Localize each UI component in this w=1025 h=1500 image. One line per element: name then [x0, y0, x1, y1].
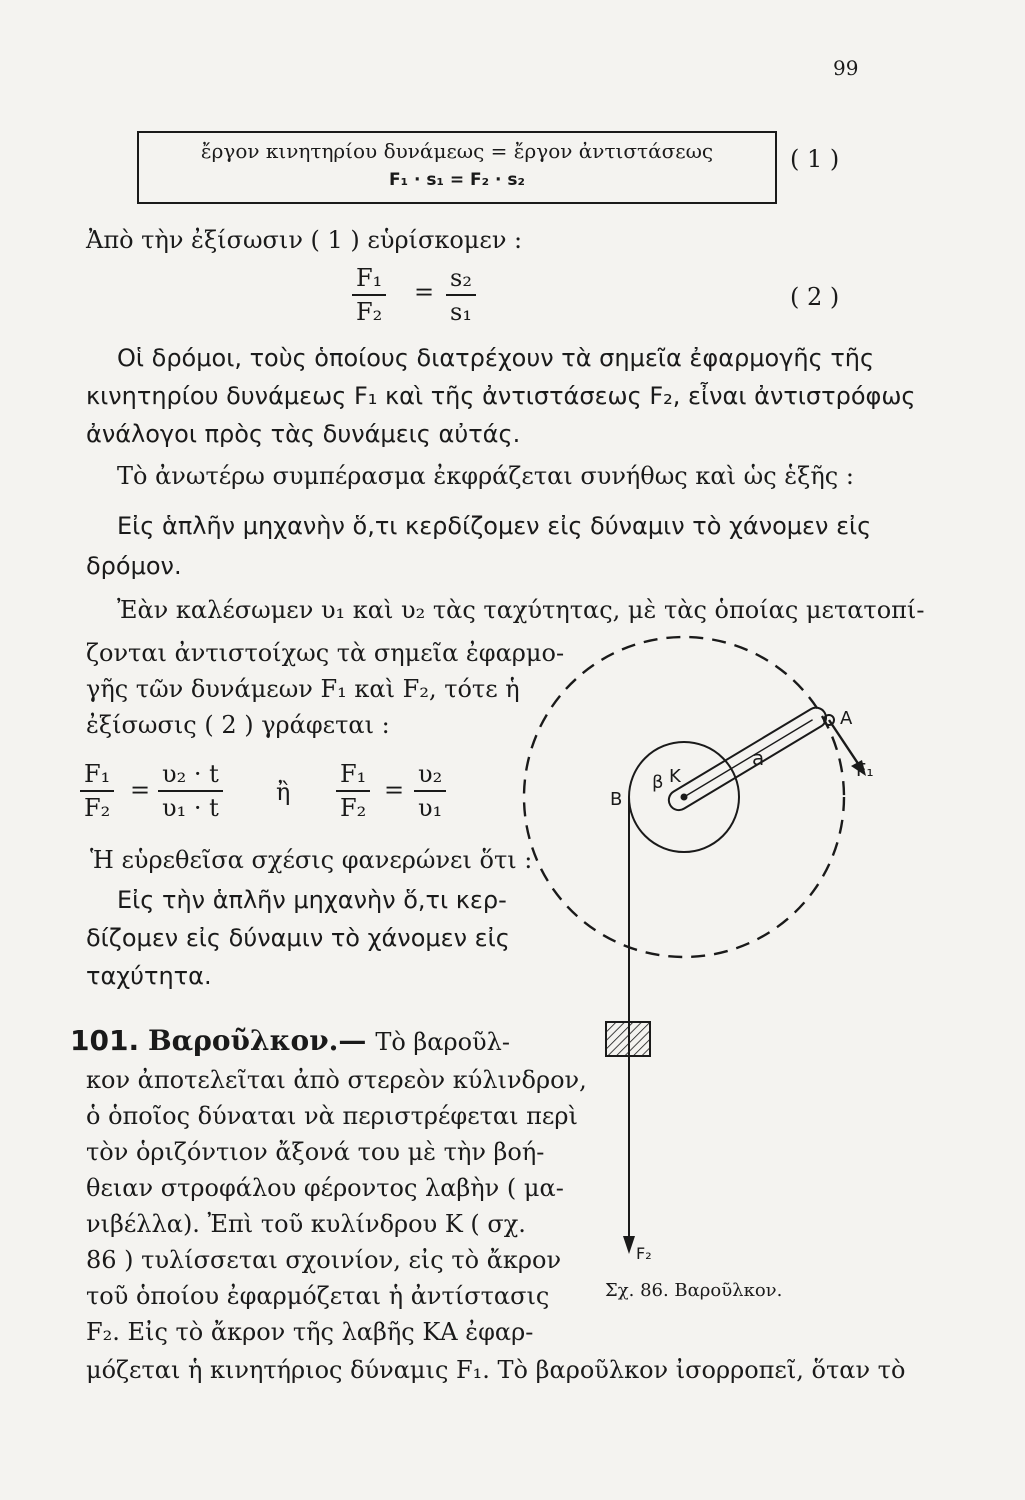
label-force-f2: F₂ [636, 1244, 652, 1263]
figure-caption: Σχ. 86. Βαροῦλκον. [605, 1280, 783, 1301]
section-line-0: Τὸ βαροῦλ- [375, 1028, 510, 1056]
label-center-k: K [669, 766, 681, 787]
force-f2-arrowhead [623, 1236, 635, 1254]
para1-line1: Οἱ δρόμοι, τοὺς ὁποίους διατρέχουν τὰ σημεῖα ἐφαρμογῆς τῆς [117, 344, 875, 372]
para6-line1: Εἰς τὴν ἁπλῆν μηχανὴν ὅ,τι κερ- [117, 886, 507, 914]
section-line-3: τὸν ὁριζόντιον ἄξονά του μὲ τὴν βοή- [86, 1138, 545, 1166]
eq3-a-numerator: F₁ [84, 760, 111, 788]
eq2-equals: = [414, 278, 435, 306]
section-line-7: τοῦ ὁποίου ἐφαρμόζεται ἡ ἀντίστασις [86, 1282, 550, 1310]
section-line-4: θειαν στροφάλου φέροντος λαβὴν ( μα- [86, 1174, 564, 1202]
para3-line2: δρόμον. [86, 552, 182, 580]
eq2-left-denominator: F₂ [356, 298, 383, 326]
equation-2-label: ( 2 ) [790, 283, 840, 311]
para3-line1: Εἰς ἁπλῆν μηχανὴν ὅ,τι κερδίζομεν εἰς δύναμιν τὸ χάνομεν εἰς [117, 512, 872, 540]
section-line-9: μόζεται ἡ κινητήριος δύναμις F₁. Τὸ βαροῦλκον ἰσορροπεῖ, ὅταν τὸ [86, 1356, 906, 1384]
intro-line: Ἀπὸ τὴν ἐξίσωσιν ( 1 ) εὑρίσκομεν : [86, 226, 523, 254]
para5: Ἡ εὑρεθεῖσα σχέσις φανερώνει ὅτι : [90, 846, 533, 874]
eq3-b-numerator: υ₂ · t [162, 760, 219, 788]
axle-point [681, 794, 688, 801]
crank-handle [665, 704, 830, 814]
section-line-1: κον ἀποτελεῖται ἀπὸ στερεὸν κύλινδρον, [86, 1066, 587, 1094]
eq2-right-numerator: s₂ [450, 264, 472, 292]
para4-line3: γῆς τῶν δυνάμεων F₁ καὶ F₂, τότε ἡ [86, 675, 520, 703]
eq3-equals-2: = [384, 776, 405, 804]
label-point-a: A [840, 708, 853, 729]
section-title: Βαροῦλκον.— [148, 1024, 367, 1057]
para1-line3: ἀνάλογοι πρὸς τὰς δυνάμεις αὐτάς. [86, 420, 521, 448]
section-line-6: 86 ) τυλίσσεται σχοινίον, εἰς τὸ ἄκρον [86, 1246, 562, 1274]
eq3-d-denominator: υ₁ [418, 794, 443, 822]
label-handle-a: a [752, 746, 765, 770]
para4-line1: Ἐὰν καλέσωμεν υ₁ καὶ υ₂ τὰς ταχύτητας, μὲ τὰς ὁποίας μετατοπί- [117, 596, 925, 624]
work-formula-symbols: F₁ · s₁ = F₂ · s₂ [389, 170, 525, 190]
eq2-left-numerator: F₁ [356, 264, 383, 292]
eq3-b-denominator: υ₁ · t [162, 794, 219, 822]
para4-line2: ζονται ἀντιστοίχως τὰ σημεῖα ἐφαρμο- [86, 639, 565, 667]
eq3-c-numerator: F₁ [340, 760, 367, 788]
eq3-a-denominator: F₂ [84, 794, 111, 822]
eq3-d-numerator: υ₂ [418, 760, 443, 788]
section-line-8: F₂. Εἰς τὸ ἄκρον τῆς λαβῆς ΚΑ ἐφαρ- [86, 1318, 534, 1346]
eq3-c-denominator: F₂ [340, 794, 367, 822]
para4-line4: ἐξίσωσις ( 2 ) γράφεται : [86, 711, 390, 739]
eq2-right-denominator: s₁ [450, 298, 472, 326]
label-point-b: B [610, 789, 623, 810]
page-number: 99 [833, 56, 859, 80]
label-beta: β [652, 772, 664, 793]
eq3-equals-1: = [130, 776, 151, 804]
para6-line3: ταχύτητα. [86, 962, 212, 990]
para1-line2: κινητηρίου δυνάμεως F₁ καὶ τῆς ἀντιστάσεως F₂, εἶναι ἀντιστρόφως [86, 382, 916, 410]
section-line-5: νιβέλλα). Ἐπὶ τοῦ κυλίνδρου Κ ( σχ. [86, 1210, 526, 1238]
work-formula-words: ἔργον κινητηρίου δυνάμεως = ἔργον ἀντιστάσεως [200, 139, 714, 163]
section-line-2: ὁ ὁποῖος δύναται νὰ περιστρέφεται περὶ [86, 1102, 578, 1130]
section-number: 101. [70, 1024, 140, 1057]
equation-1-label: ( 1 ) [790, 145, 840, 173]
eq3-or: ἢ [276, 778, 291, 806]
para6-line2: δίζομεν εἰς δύναμιν τὸ χάνομεν εἰς [86, 924, 510, 952]
load-weight [606, 1022, 650, 1056]
para2: Τὸ ἀνωτέρω συμπέρασμα ἐκφράζεται συνήθως καὶ ὡς ἑξῆς : [117, 462, 854, 490]
label-force-f1: F₁ [856, 760, 874, 781]
